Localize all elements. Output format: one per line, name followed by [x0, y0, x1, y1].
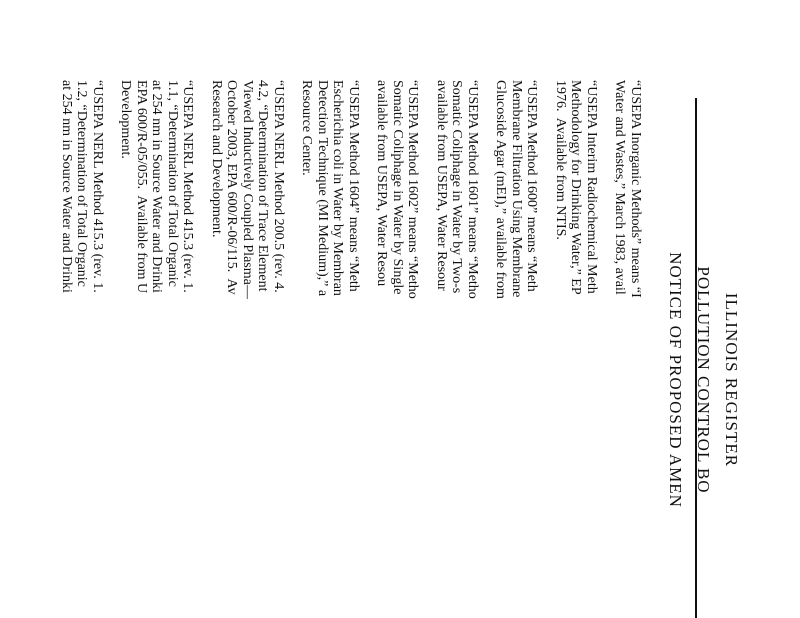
definition-line: “USEPA Method 1602” means “Metho: [405, 80, 421, 299]
definition-line: Membrane Filtration Using Membrane: [509, 80, 524, 298]
definition-paragraph: [612, 80, 643, 618]
definition-line: Research and Development.: [209, 80, 224, 238]
definition-paragraph: [374, 80, 421, 618]
definition-line: 1976. Available from NTIS.: [553, 80, 568, 240]
definition-line: “USEPA NERL Method 415.3 (rev. 1.: [180, 80, 196, 293]
definition-line: Methodology for Drinking Water,” EP: [568, 80, 584, 295]
definition-paragraph: [434, 80, 481, 618]
definition-line: “USEPA Method 1600” means “Meth: [524, 80, 540, 292]
definition-line: “USEPA NERL Method 200.5 (rev. 4.: [271, 80, 286, 293]
definition-line: at 254 nm in Source Water and Drinki: [59, 80, 74, 293]
definition-line: Water and Wastes,” March 1983, avail: [612, 80, 628, 295]
definition-line: October 2003, EPA 600/R-06/115. Av: [224, 80, 240, 295]
definition-line: 4.2, “Determination of Trace Element: [255, 80, 271, 292]
definition-paragraph: [553, 80, 600, 618]
definition-line: “USEPA Inorganic Methods” means “I: [628, 80, 643, 298]
board-title: POLLUTION CONTROL BO: [694, 266, 713, 494]
rotated-document-body: [59, 80, 745, 618]
definition-line: “USEPA Method 1601” means “Metho: [465, 80, 480, 299]
definition-line: available from USEPA, Water Resour: [434, 80, 449, 291]
definition-line: “USEPA Method 1604” means “Meth: [346, 80, 361, 292]
definition-line: Detection Technique (MI Medium),” a: [315, 80, 330, 297]
definition-line: Somatic Coliphage in Water by Two-s: [449, 80, 465, 294]
definition-line: 1.1, “Determination of Total Organic: [165, 80, 180, 287]
definition-line: “USEPA Interim Radiochemical Meth: [584, 80, 599, 294]
definition-line: at 254 nm in Source Water and Drinki: [149, 80, 165, 293]
definition-paragraph: [118, 80, 196, 618]
definition-paragraph: [209, 80, 287, 618]
definition-line: Resource Center.: [299, 80, 315, 176]
register-header: [661, 80, 745, 618]
definition-paragraph: [59, 80, 106, 618]
definitions-list: [59, 80, 644, 618]
notice-title: NOTICE OF PROPOSED AMEN: [666, 252, 685, 508]
definition-line: Glucoside Agar (mEI),” available from: [493, 80, 509, 299]
definition-line: “USEPA NERL Method 415.3 (rev. 1.: [90, 80, 105, 293]
definition-line: Somatic Coliphage in Water by Single: [390, 80, 405, 295]
definition-line: available from USEPA, Water Resou: [374, 80, 390, 287]
definition-line: EPA 600/R-05/055. Available from U: [134, 80, 149, 294]
definition-line: Escherichia coli in Water by Membran: [330, 80, 346, 296]
register-title: ILLINOIS REGISTER: [722, 292, 741, 468]
definition-line: Viewed Inductively Coupled Plasma—: [240, 80, 255, 299]
definition-line: Development.: [118, 80, 134, 159]
definition-paragraph: [493, 80, 540, 618]
definition-line: 1.2, “Determination of Total Organic: [74, 80, 90, 287]
definition-paragraph: [299, 80, 361, 618]
